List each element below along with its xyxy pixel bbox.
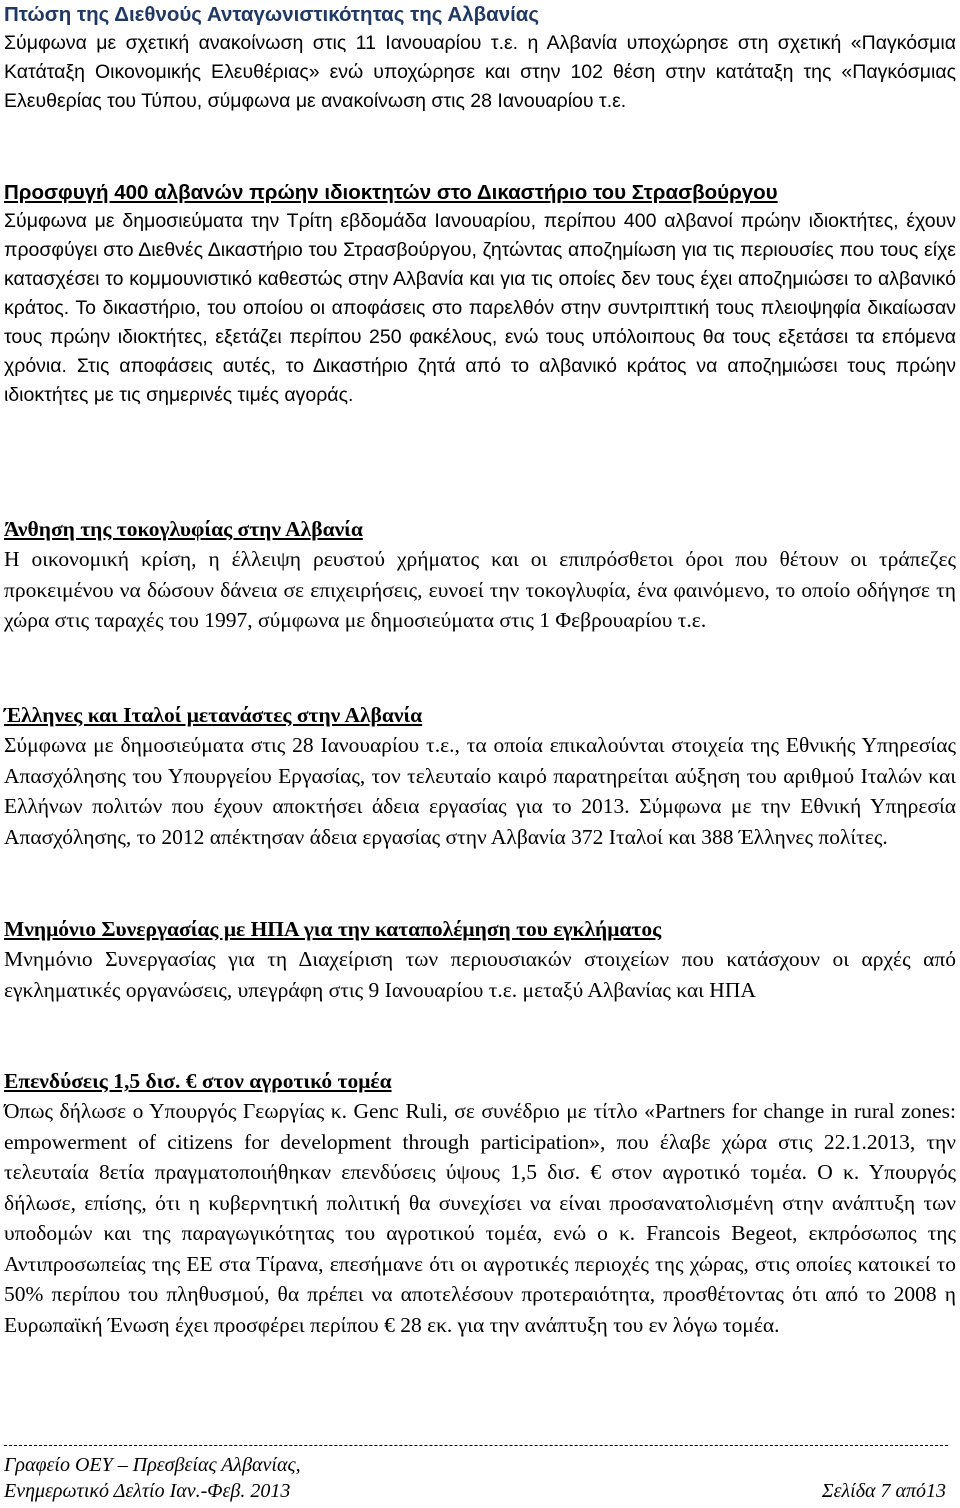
section-strasbourg-appeal [4,178,956,410]
section-usury [4,514,956,636]
section-agriculture-investment [4,1066,956,1340]
section-title: Έλληνες και Ιταλοί μετανάστες στην Αλβανία [4,703,423,727]
section-title: Επενδύσεις 1,5 δισ. € στον αγροτικό τομέα [4,1069,392,1093]
section-title: Άνθηση της τοκογλυφίας στην Αλβανία [4,517,363,541]
footer-office: Γραφείο ΟΕΥ – Πρεσβείας Αλβανίας, [4,1454,301,1476]
section-body: Η οικονομική κρίση, η έλλειψη ρευστού χρήματος και οι επιπρόσθετοι όροι που θέτουν οι τράπεζες προκειμένου να δώσουν δάνεια σε επιχειρήσεις, ευνοεί την τοκογλυφία, ένα φαινόμενο, το οποίο οδήγησε τη χώρα στις ταραχές του 1997, σύμφωνα με δημοσιεύματα στις 1 Φεβρουαρίου τ.ε. [4,547,956,632]
page-number: Σελίδα 7 από13 [821,1480,946,1502]
section-migrants [4,700,956,852]
section-title: Μνημόνιο Συνεργασίας με ΗΠΑ για την καταπολέμηση του εγκλήματος [4,917,662,941]
section-usa-memorandum [4,914,956,1005]
section-body: Σύμφωνα με δημοσιεύματα στις 28 Ιανουαρίου τ.ε., τα οποία επικαλούνται στοιχεία της Εθνικής Υπηρεσίας Απασχόλησης του Υπουργείου Εργασίας, τον τελευταίο καιρό παρατηρείται αύξηση του αριθμού Ιταλών και Ελλήνων πολιτών που έχουν αποκτήσει άδεια εργασίας για το 2013. Σύμφωνα με την Εθνική Υπηρεσία Απασχόλησης, το 2012 απέκτησαν άδεια εργασίας στην Αλβανία 372 Ιταλοί και 388 Έλληνες πολίτες. [4,733,956,849]
section-competitiveness [4,0,956,116]
section-title: Πτώση της Διεθνούς Ανταγωνιστικότητας της Αλβανίας [4,3,540,26]
section-body: Σύμφωνα με σχετική ανακοίνωση στις 11 Ιανουαρίου τ.ε. η Αλβανία υποχώρησε στη σχετική «Παγκόσμια Κατάταξη Οικονομικής Ελευθέριας» ενώ υποχώρησε και στην 102 θέση στην κατάταξη της «Παγκόσμιας Ελευθερίας του Τύπου, σύμφωνα με ανακοίνωση στις 28 Ιανουαρίου τ.ε. [4,32,956,112]
footer-bulletin: Ενημερωτικό Δελτίο Ιαν.-Φεβ. 2013 [4,1480,291,1502]
footer-source [4,1452,301,1504]
section-body: Μνημόνιο Συνεργασίας για τη Διαχείριση των περιουσιακών στοιχείων που κατάσχουν οι αρχές από εγκληματικές οργανώσεις, υπεγράφη στις 9 Ιανουαρίου τ.ε. μεταξύ Αλβανίας και ΗΠΑ [4,947,956,1002]
section-body: Όπως δήλωσε ο Υπουργός Γεωργίας κ. Genc Ruli, σε συνέδριο με τίτλο «Partners for change in rural zones: empowerment of citizens for development through participation», που έλαβε χώρα στις 22.1.2013, την τελευταία 8ετία πραγματοποιήθηκαν επενδύσεις ύψους 1,5 δισ. € στον αγροτικό τομέα. Ο κ. Υπουργός δήλωσε, επίσης, ότι η κυβερνητική πολιτική θα συνεχίσει να είναι προσανατολισμένη στην ανάπτυξη των υποδομών και της παραγωγικότητας του αγροτικού τομέα, ενώ ο κ. Francois Begeot, εκπρόσωπος της Αντιπροσωπείας της ΕΕ στα Τίρανα, επεσήμανε ότι οι αγροτικές περιοχές της χώρας, στις οποίες κατοικεί το 50% περίπου του πληθυσμού, θα πρέπει να αποτελέσουν προτεραιότητα, προσθέτοντας ότι από το 2008 η Ευρωπαϊκή Ένωση έχει προσφέρει περίπου € 28 εκ. για την ανάπτυξη του εν λόγω τομέα. [4,1099,956,1337]
section-title: Προσφυγή 400 αλβανών πρώην ιδιοκτητών στο Δικαστήριο του Στρασβούργου [4,181,778,204]
footer-divider [4,1445,948,1446]
section-body: Σύμφωνα με δημοσιεύματα την Τρίτη εβδομάδα Ιανουαρίου, περίπου 400 αλβανοί πρώην ιδιοκτήτες, έχουν προσφύγει στο Διεθνές Δικαστήριο του Στρασβούργου, ζητώντας αποζημίωση για τις περιουσίες που τους είχε κατασχέσει το κομμουνιστικό καθεστώς στην Αλβανία και για τις οποίες δεν τους έχει αποζημιώσει το αλβανικό κράτος. Το δικαστήριο, του οποίου οι αποφάσεις στο παρελθόν στην συντριπτική τους πλειοψηφία δικαίωσαν τους πρώην ιδιοκτήτες, εξετάζει περίπου 250 φακέλους, ενώ τους υπόλοιπους θα τους εξετάσει τα επόμενα χρόνια. Στις αποφάσεις αυτές, το Δικαστήριο ζητά από το αλβανικό κράτος να αποζημιώσει τους πρώην ιδιοκτήτες με τις σημερινές τιμές αγοράς. [4,210,956,406]
